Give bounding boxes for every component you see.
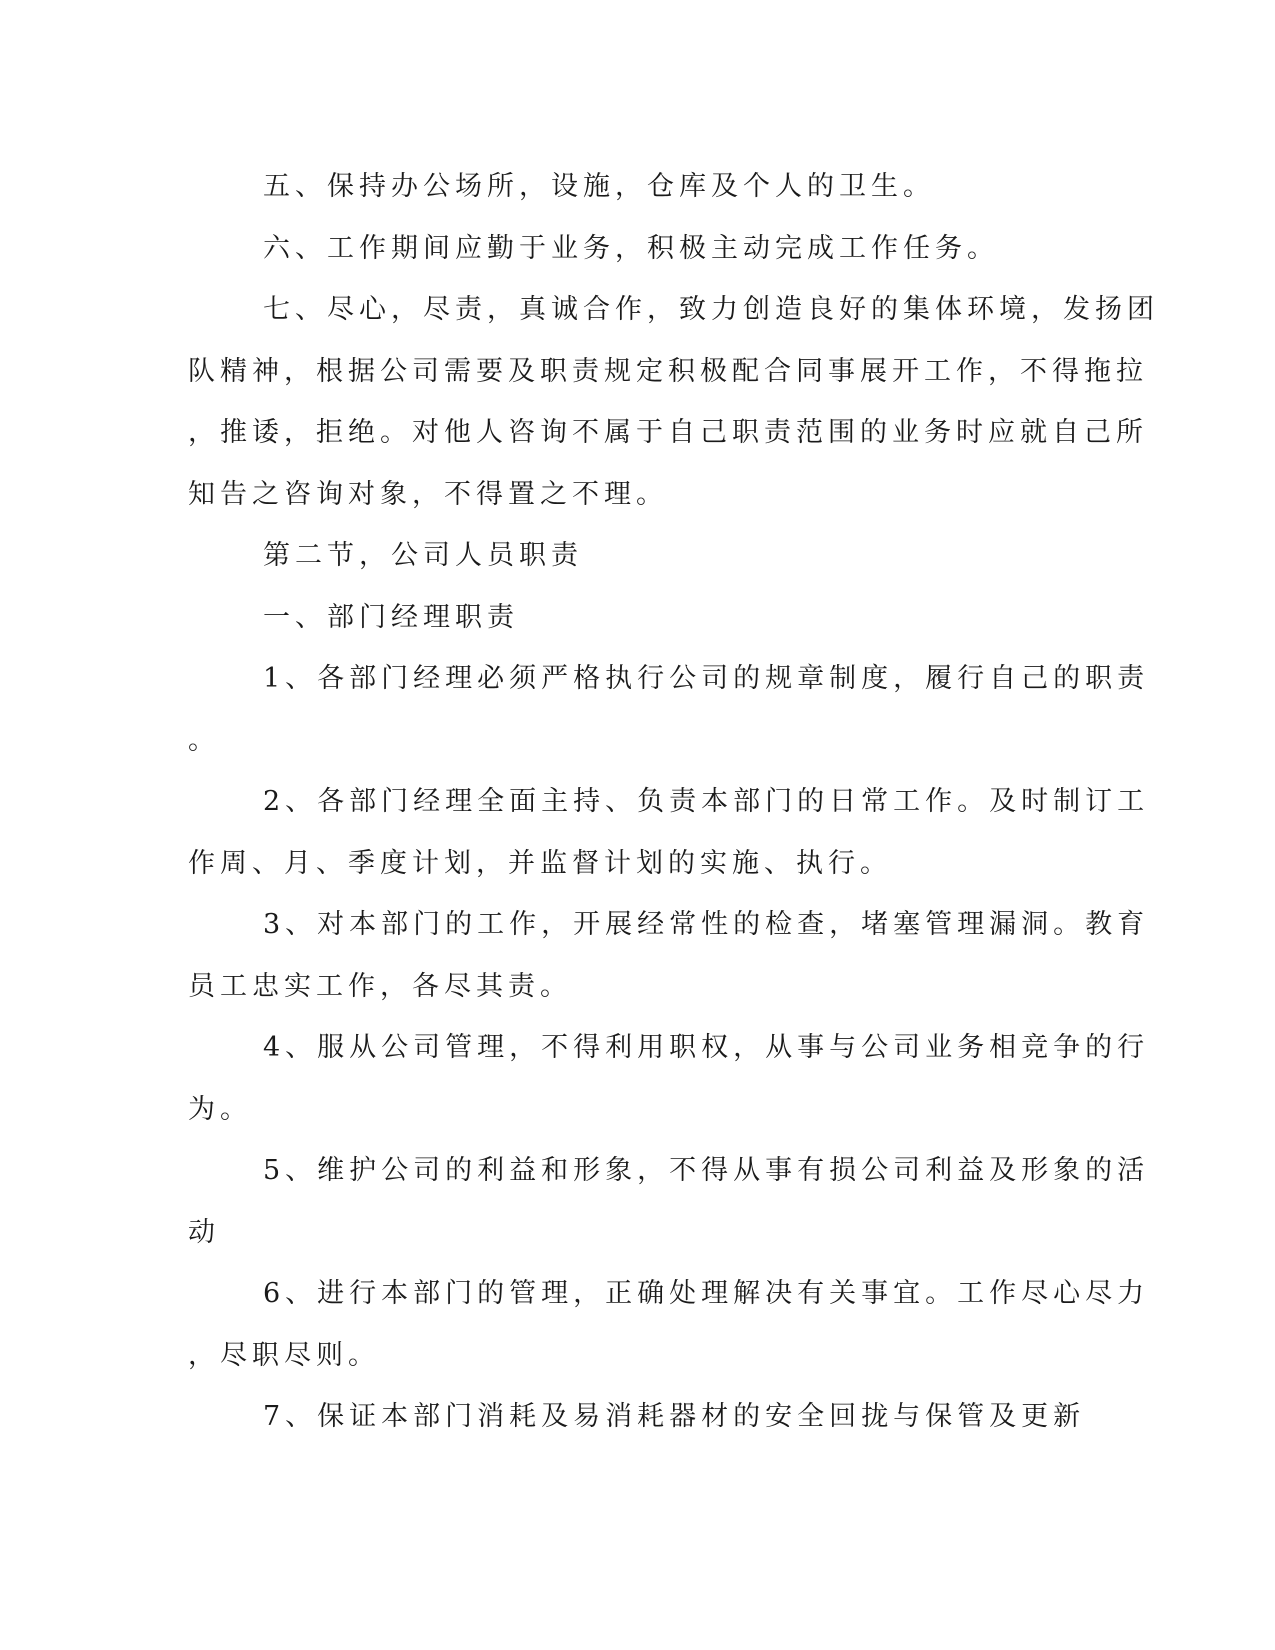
text-line: 为。 <box>188 1093 252 1125</box>
text-line: 6、进行本部门的管理，正确处理解决有关事宜。工作尽心尽力 <box>263 1278 1150 1309</box>
text-line: 5、维护公司的利益和形象，不得从事有损公司利益及形象的活 <box>263 1155 1150 1186</box>
text-line: 。 <box>188 724 220 756</box>
section-heading: 第二节，公司人员职责 <box>263 540 583 571</box>
text-line: 知告之咨询对象，不得置之不理。 <box>188 478 668 510</box>
subsection-heading: 一、部门经理职责 <box>263 601 519 633</box>
text-line: 3、对本部门的工作，开展经常性的检查，堵塞管理漏洞。教育 <box>263 909 1150 940</box>
text-line: ，推诿，拒绝。对他人咨询不属于自己职责范围的业务时应就自己所 <box>188 417 1148 448</box>
text-line: 队精神，根据公司需要及职责规定积极配合同事展开工作，不得拖拉 <box>188 355 1148 387</box>
text-line: 4、服从公司管理，不得利用职权，从事与公司业务相竞争的行 <box>263 1032 1150 1063</box>
document-body <box>188 156 1159 1448</box>
text-line: 六、工作期间应勤于业务，积极主动完成工作任务。 <box>263 232 999 264</box>
text-line: 7、保证本部门消耗及易消耗器材的安全回拢与保管及更新 <box>263 1401 1086 1432</box>
text-line: 1、各部门经理必须严格执行公司的规章制度，履行自己的职责 <box>263 663 1150 694</box>
text-line: 员工忠实工作，各尽其责。 <box>188 970 572 1002</box>
text-line: 作周、月、季度计划，并监督计划的实施、执行。 <box>188 847 892 879</box>
text-line: 2、各部门经理全面主持、负责本部门的日常工作。及时制订工 <box>263 786 1150 817</box>
text-line: ，尽职尽则。 <box>188 1339 380 1371</box>
text-line: 七、尽心，尽责，真诚合作，致力创造良好的集体环境，发扬团 <box>263 294 1159 325</box>
text-line: 五、保持办公场所，设施，仓库及个人的卫生。 <box>263 171 935 202</box>
text-line: 动 <box>188 1216 220 1248</box>
